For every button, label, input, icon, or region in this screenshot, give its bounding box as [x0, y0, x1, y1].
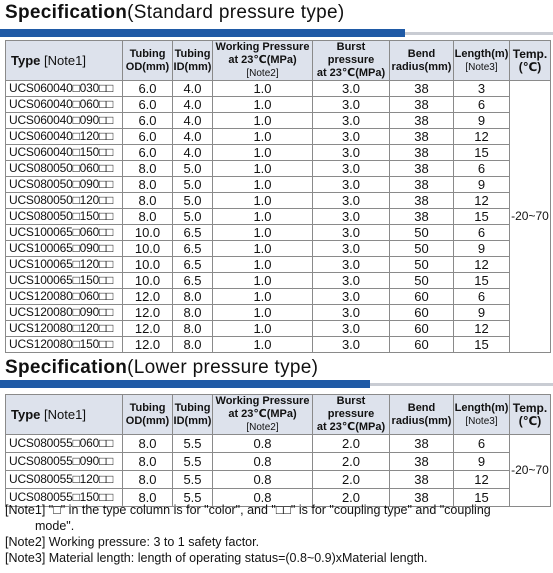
cell-len: 9 [454, 113, 510, 129]
cell-bp: 3.0 [313, 145, 390, 161]
cell-type: UCS060040□030□□ [6, 81, 123, 97]
cell-id: 8.0 [173, 337, 213, 353]
cell-wp: 1.0 [213, 129, 313, 145]
cell-len: 6 [454, 97, 510, 113]
cell-bp: 3.0 [313, 97, 390, 113]
cell-bp: 3.0 [313, 321, 390, 337]
cell-type: UCS100065□060□□ [6, 225, 123, 241]
cell-od: 6.0 [123, 97, 173, 113]
cell-bp: 2.0 [313, 471, 390, 489]
cell-bp: 3.0 [313, 225, 390, 241]
cell-od: 12.0 [123, 321, 173, 337]
header-length: Length(m) [Note3] [454, 395, 510, 435]
table-row [6, 161, 551, 177]
cell-temp: -20~70 [510, 81, 551, 353]
cell-bend: 50 [390, 241, 454, 257]
lower-title: Specification [5, 357, 128, 378]
cell-id: 6.5 [173, 257, 213, 273]
header-bend-radius: Bend radius(mm) [390, 395, 454, 435]
cell-bend: 38 [390, 209, 454, 225]
cell-od: 8.0 [123, 489, 173, 507]
cell-od: 8.0 [123, 471, 173, 489]
table-row [6, 453, 551, 471]
cell-od: 10.0 [123, 225, 173, 241]
cell-type: UCS120080□060□□ [6, 289, 123, 305]
header-temp: Temp. (℃) [510, 395, 551, 435]
cell-bp: 3.0 [313, 257, 390, 273]
table-row [6, 209, 551, 225]
notes-block [5, 502, 550, 566]
cell-wp: 1.0 [213, 97, 313, 113]
cell-bend: 38 [390, 129, 454, 145]
cell-len: 9 [454, 241, 510, 257]
cell-len: 15 [454, 489, 510, 507]
cell-wp: 1.0 [213, 225, 313, 241]
cell-len: 12 [454, 321, 510, 337]
cell-od: 12.0 [123, 337, 173, 353]
cell-len: 6 [454, 435, 510, 453]
table-row [6, 145, 551, 161]
cell-len: 3 [454, 81, 510, 97]
cell-wp: 1.0 [213, 81, 313, 97]
cell-od: 12.0 [123, 305, 173, 321]
cell-type: UCS080050□150□□ [6, 209, 123, 225]
standard-header-row [6, 41, 551, 81]
standard-spec-table [5, 40, 551, 353]
cell-bend: 50 [390, 225, 454, 241]
cell-len: 9 [454, 177, 510, 193]
header-working-pressure: Working Pressure at 23℃(MPa)[Note2] [213, 395, 313, 435]
cell-type: UCS080050□120□□ [6, 193, 123, 209]
cell-wp: 0.8 [213, 435, 313, 453]
standard-title: Specification [5, 2, 128, 23]
table-row [6, 81, 551, 97]
cell-od: 8.0 [123, 453, 173, 471]
cell-type: UCS060040□120□□ [6, 129, 123, 145]
lower-header-row [6, 395, 551, 435]
cell-bend: 38 [390, 113, 454, 129]
cell-bend: 38 [390, 471, 454, 489]
cell-bp: 3.0 [313, 305, 390, 321]
header-burst-pressure: Burst pressure at 23℃(MPa) [313, 395, 390, 435]
cell-id: 5.5 [173, 453, 213, 471]
cell-len: 12 [454, 193, 510, 209]
cell-od: 6.0 [123, 145, 173, 161]
table-row [6, 225, 551, 241]
cell-len: 15 [454, 209, 510, 225]
table-row [6, 305, 551, 321]
header-length: Length(m) [Note3] [454, 41, 510, 81]
lower-spec-table [5, 394, 551, 507]
cell-wp: 1.0 [213, 177, 313, 193]
cell-wp: 0.8 [213, 471, 313, 489]
table-row [6, 435, 551, 453]
table-row [6, 289, 551, 305]
cell-bend: 50 [390, 273, 454, 289]
cell-od: 10.0 [123, 257, 173, 273]
cell-bend: 50 [390, 257, 454, 273]
table-row [6, 257, 551, 273]
cell-bend: 38 [390, 145, 454, 161]
cell-type: UCS120080□120□□ [6, 321, 123, 337]
cell-od: 12.0 [123, 289, 173, 305]
cell-bend: 38 [390, 193, 454, 209]
standard-accent-bar [0, 29, 553, 37]
cell-type: UCS120080□150□□ [6, 337, 123, 353]
cell-id: 4.0 [173, 145, 213, 161]
standard-subtitle: (Standard pressure type) [127, 2, 345, 23]
standard-section-title [5, 2, 345, 24]
cell-id: 5.0 [173, 177, 213, 193]
cell-bp: 3.0 [313, 337, 390, 353]
table-row [6, 113, 551, 129]
cell-len: 15 [454, 145, 510, 161]
cell-temp: -20~70 [510, 435, 551, 507]
cell-len: 12 [454, 129, 510, 145]
cell-len: 9 [454, 305, 510, 321]
header-id: Tubing ID(mm) [173, 41, 213, 81]
cell-type: UCS060040□090□□ [6, 113, 123, 129]
cell-od: 8.0 [123, 161, 173, 177]
cell-id: 5.5 [173, 471, 213, 489]
table-row [6, 97, 551, 113]
cell-len: 9 [454, 453, 510, 471]
lower-section-title [5, 357, 318, 379]
cell-wp: 1.0 [213, 273, 313, 289]
cell-wp: 1.0 [213, 321, 313, 337]
cell-type: UCS060040□060□□ [6, 97, 123, 113]
cell-bend: 38 [390, 177, 454, 193]
cell-bp: 3.0 [313, 161, 390, 177]
cell-bp: 3.0 [313, 273, 390, 289]
cell-bp: 3.0 [313, 193, 390, 209]
table-row [6, 337, 551, 353]
note-2: [Note2] Working pressure: 3 to 1 safety factor. [5, 535, 260, 549]
cell-od: 8.0 [123, 435, 173, 453]
note-3: [Note3] Material length: length of operating status=(0.8~0.9)xMaterial length. [5, 551, 428, 565]
table-row [6, 193, 551, 209]
header-od: Tubing OD(mm) [123, 41, 173, 81]
cell-type: UCS120080□090□□ [6, 305, 123, 321]
cell-bend: 38 [390, 453, 454, 471]
cell-type: UCS060040□150□□ [6, 145, 123, 161]
cell-bend: 38 [390, 435, 454, 453]
cell-wp: 1.0 [213, 113, 313, 129]
note-1-continued: mode". [35, 519, 75, 533]
table-row [6, 471, 551, 489]
cell-len: 6 [454, 289, 510, 305]
note-1: [Note1] "□" in the type column is for "color", and "□□" is for "coupling type" and "coupling [5, 503, 491, 517]
cell-bend: 38 [390, 97, 454, 113]
cell-bp: 3.0 [313, 129, 390, 145]
cell-id: 4.0 [173, 129, 213, 145]
cell-od: 8.0 [123, 209, 173, 225]
cell-wp: 1.0 [213, 161, 313, 177]
cell-id: 5.5 [173, 489, 213, 507]
cell-od: 6.0 [123, 81, 173, 97]
cell-type: UCS080055□090□□ [6, 453, 123, 471]
cell-wp: 1.0 [213, 257, 313, 273]
cell-od: 10.0 [123, 241, 173, 257]
header-working-pressure: Working Pressure at 23℃(MPa)[Note2] [213, 41, 313, 81]
cell-type: UCS080055□120□□ [6, 471, 123, 489]
cell-len: 6 [454, 225, 510, 241]
cell-wp: 1.0 [213, 193, 313, 209]
cell-len: 15 [454, 273, 510, 289]
cell-bend: 60 [390, 321, 454, 337]
cell-id: 5.0 [173, 209, 213, 225]
cell-od: 10.0 [123, 273, 173, 289]
cell-bend: 60 [390, 305, 454, 321]
lower-accent-bar [0, 380, 553, 388]
cell-len: 15 [454, 337, 510, 353]
cell-bp: 2.0 [313, 489, 390, 507]
cell-bp: 3.0 [313, 209, 390, 225]
cell-type: UCS080050□060□□ [6, 161, 123, 177]
cell-wp: 1.0 [213, 289, 313, 305]
cell-bend: 38 [390, 81, 454, 97]
cell-type: UCS080055□150□□ [6, 489, 123, 507]
cell-len: 12 [454, 471, 510, 489]
cell-id: 8.0 [173, 305, 213, 321]
table-row [6, 129, 551, 145]
cell-id: 4.0 [173, 113, 213, 129]
header-burst-pressure: Burst pressure at 23℃(MPa) [313, 41, 390, 81]
cell-id: 4.0 [173, 97, 213, 113]
cell-id: 8.0 [173, 321, 213, 337]
header-type: Type [Note1] [6, 395, 123, 435]
cell-id: 8.0 [173, 289, 213, 305]
cell-bp: 3.0 [313, 289, 390, 305]
cell-wp: 1.0 [213, 241, 313, 257]
cell-type: UCS100065□150□□ [6, 273, 123, 289]
header-id: Tubing ID(mm) [173, 395, 213, 435]
table-row [6, 321, 551, 337]
table-row [6, 273, 551, 289]
cell-bp: 3.0 [313, 241, 390, 257]
cell-type: UCS080055□060□□ [6, 435, 123, 453]
cell-type: UCS100065□090□□ [6, 241, 123, 257]
cell-type: UCS100065□120□□ [6, 257, 123, 273]
table-row [6, 177, 551, 193]
cell-id: 5.5 [173, 435, 213, 453]
table-row [6, 241, 551, 257]
cell-len: 12 [454, 257, 510, 273]
cell-od: 8.0 [123, 193, 173, 209]
cell-bp: 3.0 [313, 81, 390, 97]
cell-id: 6.5 [173, 273, 213, 289]
cell-bp: 3.0 [313, 113, 390, 129]
cell-bend: 60 [390, 289, 454, 305]
cell-bp: 2.0 [313, 435, 390, 453]
cell-bend: 38 [390, 489, 454, 507]
header-od: Tubing OD(mm) [123, 395, 173, 435]
cell-bp: 2.0 [313, 453, 390, 471]
cell-id: 6.5 [173, 225, 213, 241]
cell-wp: 1.0 [213, 145, 313, 161]
cell-id: 5.0 [173, 193, 213, 209]
cell-id: 5.0 [173, 161, 213, 177]
header-temp: Temp. (℃) [510, 41, 551, 81]
cell-bend: 38 [390, 161, 454, 177]
cell-bend: 60 [390, 337, 454, 353]
cell-wp: 1.0 [213, 305, 313, 321]
cell-od: 6.0 [123, 129, 173, 145]
cell-wp: 1.0 [213, 209, 313, 225]
cell-id: 6.5 [173, 241, 213, 257]
cell-od: 6.0 [123, 113, 173, 129]
header-type: Type [Note1] [6, 41, 123, 81]
lower-subtitle: (Lower pressure type) [127, 357, 319, 378]
cell-type: UCS080050□090□□ [6, 177, 123, 193]
cell-wp: 0.8 [213, 489, 313, 507]
cell-id: 4.0 [173, 81, 213, 97]
header-bend-radius: Bend radius(mm) [390, 41, 454, 81]
cell-len: 6 [454, 161, 510, 177]
cell-bp: 3.0 [313, 177, 390, 193]
cell-wp: 0.8 [213, 453, 313, 471]
cell-wp: 1.0 [213, 337, 313, 353]
cell-od: 8.0 [123, 177, 173, 193]
